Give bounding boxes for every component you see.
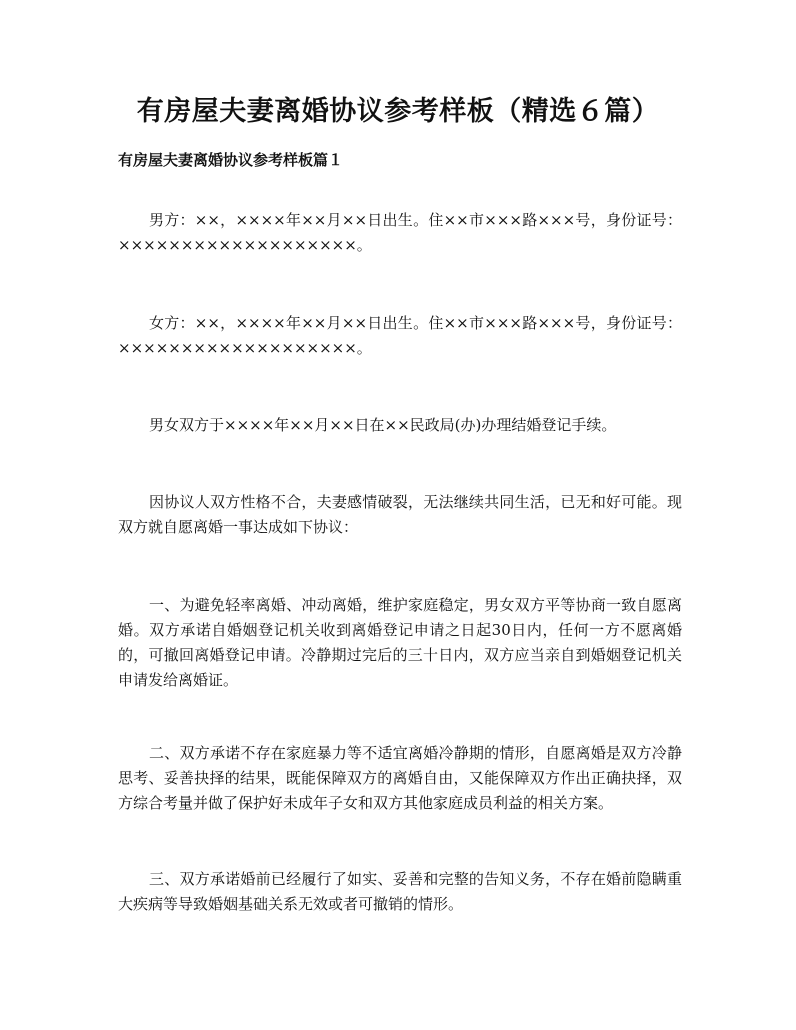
- paragraph-clause-1: 一、为避免轻率离婚、冲动离婚，维护家庭稳定，男女双方平等协商一致自愿离婚。双方承诺自婚姻登记机关收到离婚登记申请之日起30日内，任何一方不愿离婚的，可撤回离婚登记申请。冷静期过完后的三十日内，双方应当亲自到婚姻登记机关申请发给离婚证。: [118, 596, 682, 689]
- paragraph-wife-info: 女方：××，××××年××月××日出生。住××市×××路×××号，身份证号：×××××××××××××××××××。: [118, 314, 682, 357]
- paragraph-clause-3: 三、双方承诺婚前已经履行了如实、妥善和完整的告知义务，不存在婚前隐瞒重大疾病等导致婚姻基础关系无效或者可撤销的情形。: [118, 870, 682, 913]
- paragraph-husband-info: 男方：××，××××年××月××日出生。住××市×××路×××号，身份证号：×××××××××××××××××××。: [118, 211, 682, 254]
- paragraph-marriage-registration: 男女双方于××××年××月××日在××民政局(办)办理结婚登记手续。: [149, 416, 617, 434]
- document-title: 有房屋夫妻离婚协议参考样板（精选６篇）: [136, 96, 660, 127]
- paragraph-divorce-reason: 因协议人双方性格不合，夫妻感情破裂，无法继续共同生活，已无和好可能。现双方就自愿离婚一事达成如下协议：: [118, 493, 682, 536]
- paragraph-clause-2: 二、双方承诺不存在家庭暴力等不适宜离婚冷静期的情形，自愿离婚是双方冷静思考、妥善抉择的结果，既能保障双方的离婚自由，又能保障双方作出正确抉择，双方综合考量并做了保护好未成年子女和双方其他家庭成员利益的相关方案。: [118, 744, 682, 812]
- section-heading: 有房屋夫妻离婚协议参考样板篇１: [118, 151, 344, 169]
